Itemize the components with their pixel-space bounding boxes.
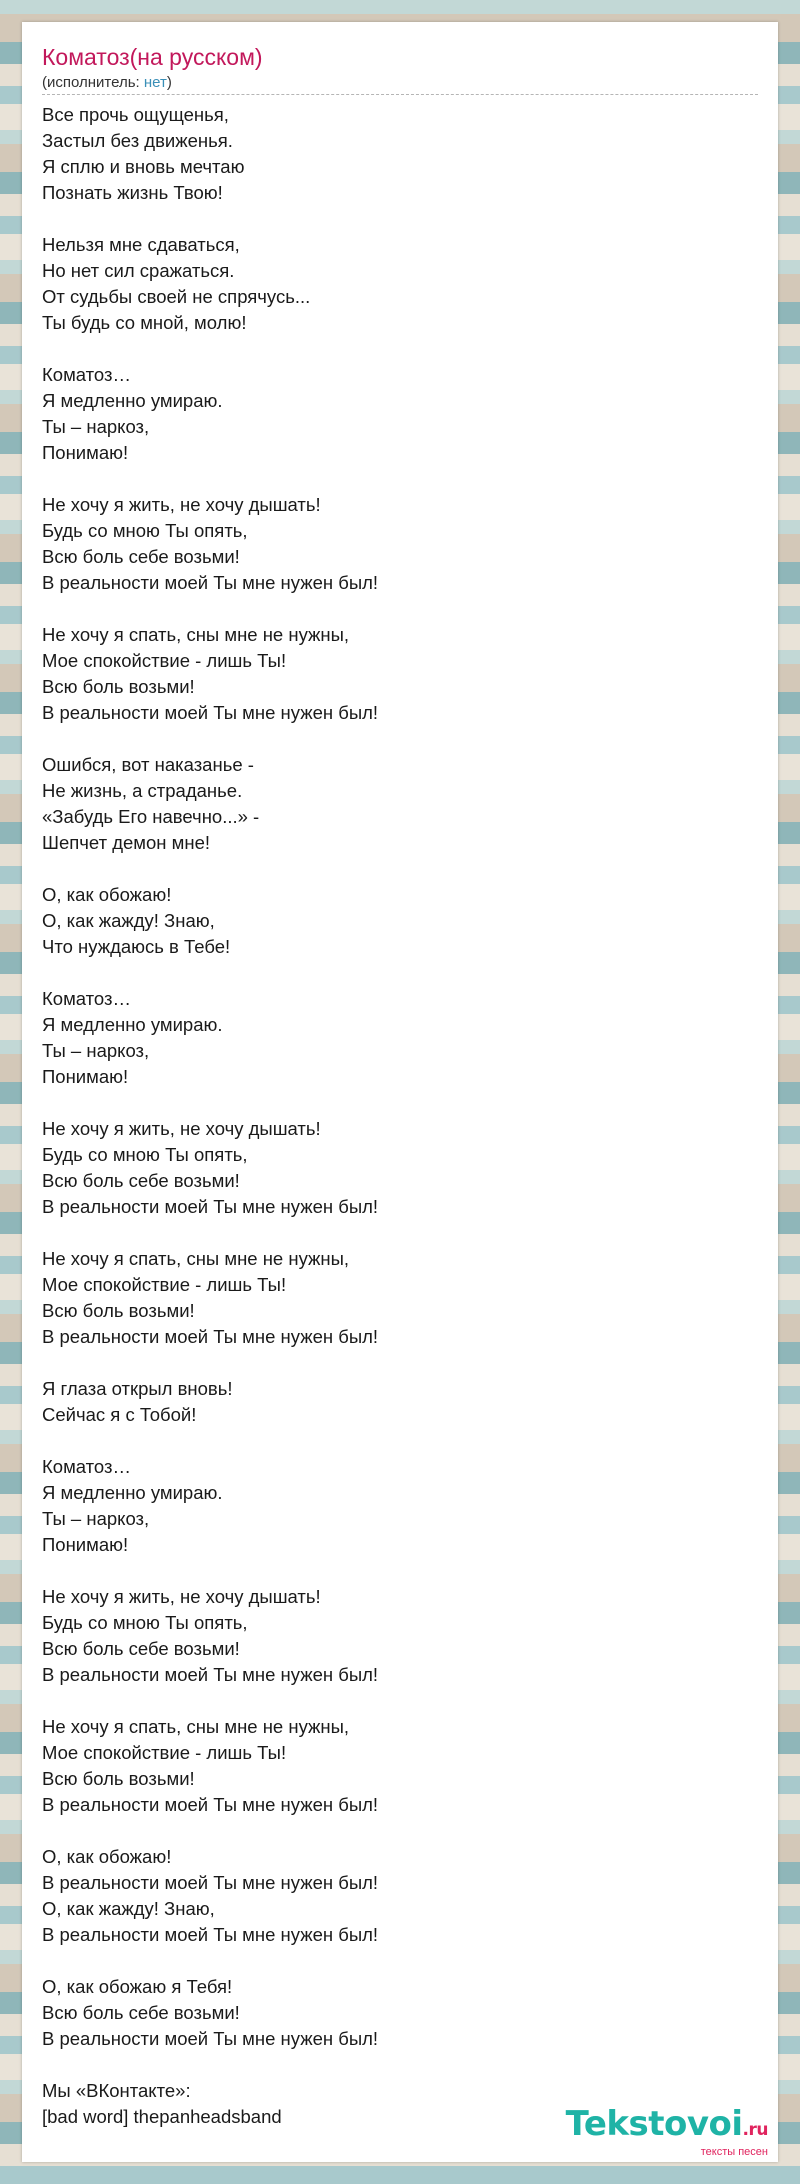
lyric-line: Всю боль себе возьми! (42, 1638, 240, 1659)
lyric-line: В реальности моей Ты мне нужен был! (42, 1924, 379, 1945)
lyric-line: О, как обожаю я Тебя! (42, 1976, 233, 1997)
lyric-line: [bad word] thepanheadsband (42, 2106, 282, 2127)
lyrics-stanza (42, 986, 378, 1090)
lyric-line: Не хочу я спать, сны мне не нужны, (42, 624, 350, 645)
lyric-line: Мое спокойствие - лишь Ты! (42, 1742, 287, 1763)
lyric-line: В реальности моей Ты мне нужен был! (42, 702, 379, 723)
lyric-line: В реальности моей Ты мне нужен был! (42, 1872, 379, 1893)
lyric-line: В реальности моей Ты мне нужен был! (42, 2028, 379, 2049)
lyric-line: Не хочу я жить, не хочу дышать! (42, 1118, 321, 1139)
lyrics-stanza (42, 1116, 378, 1220)
lyric-line: О, как обожаю! (42, 884, 172, 905)
lyric-line: Шепчет демон мне! (42, 832, 210, 853)
lyric-line: От судьбы своей не спрячусь... (42, 286, 311, 307)
site-logo[interactable] (566, 2106, 768, 2158)
lyric-line: Сейчас я с Тобой! (42, 1404, 197, 1425)
lyrics-stanza (42, 492, 378, 596)
lyrics-stanza (42, 1584, 378, 1688)
lyrics-stanza (42, 232, 378, 336)
lyric-line: Что нуждаюсь в Тебе! (42, 936, 231, 957)
lyrics-stanza (42, 1246, 378, 1350)
lyric-line: Всю боль возьми! (42, 1768, 195, 1789)
lyric-line: Я сплю и вновь мечтаю (42, 156, 245, 177)
lyric-line: Всю боль возьми! (42, 676, 195, 697)
lyric-line: В реальности моей Ты мне нужен был! (42, 572, 379, 593)
logo-wordmark (566, 2106, 768, 2148)
lyric-line: В реальности моей Ты мне нужен был! (42, 1196, 379, 1217)
lyric-line: Не хочу я спать, сны мне не нужны, (42, 1716, 350, 1737)
artist-prefix: (исполнитель: (42, 74, 144, 91)
lyric-line: Всю боль себе возьми! (42, 546, 240, 567)
lyric-line: «Забудь Его навечно...» - (42, 806, 260, 827)
lyric-line: Будь со мною Ты опять, (42, 1144, 248, 1165)
lyrics-stanza (42, 622, 378, 726)
lyric-line: О, как жажду! Знаю, (42, 910, 215, 931)
lyric-line: Ошибся, вот наказанье - (42, 754, 254, 775)
lyric-line: Я глаза открыл вновь! (42, 1378, 233, 1399)
lyric-line: Коматоз… (42, 364, 131, 385)
lyric-line: Коматоз… (42, 988, 131, 1009)
artist-link[interactable]: нет (143, 74, 167, 91)
lyric-line: В реальности моей Ты мне нужен был! (42, 1664, 379, 1685)
lyric-line: Не жизнь, а страданье. (42, 780, 243, 801)
lyrics-stanza (42, 752, 378, 856)
lyric-line: Понимаю! (42, 1066, 129, 1087)
lyrics-stanza (42, 1376, 378, 1428)
lyric-line: Понимаю! (42, 442, 129, 463)
lyric-line: Нельзя мне сдаваться, (42, 234, 240, 255)
lyric-line: Коматоз… (42, 1456, 131, 1477)
lyric-line: Не хочу я жить, не хочу дышать! (42, 494, 321, 515)
logo-tagline: тексты песен (700, 2146, 768, 2158)
lyric-line: Понимаю! (42, 1534, 129, 1555)
lyric-line: Не хочу я спать, сны мне не нужны, (42, 1248, 350, 1269)
lyric-line: Застыл без движенья. (42, 130, 233, 151)
lyrics-stanza (42, 882, 378, 960)
lyric-line: Ты – наркоз, (42, 416, 150, 437)
lyrics-card (22, 22, 778, 2162)
lyric-line: Не хочу я жить, не хочу дышать! (42, 1586, 321, 1607)
lyric-line: Будь со мною Ты опять, (42, 520, 248, 541)
logo-text: Tekstovoi (565, 2104, 743, 2144)
lyric-line: О, как жажду! Знаю, (42, 1898, 215, 1919)
lyrics-stanza (42, 1844, 378, 1948)
lyric-line: Познать жизнь Твою! (42, 182, 223, 203)
lyric-line: Ты – наркоз, (42, 1508, 150, 1529)
lyric-line: В реальности моей Ты мне нужен был! (42, 1326, 379, 1347)
lyrics-stanza (42, 1974, 378, 2052)
lyric-line: Всю боль возьми! (42, 1300, 195, 1321)
lyric-line: Я медленно умираю. (42, 390, 223, 411)
lyric-line: Мы «ВКонтакте»: (42, 2080, 191, 2101)
lyric-line: Будь со мною Ты опять, (42, 1612, 248, 1633)
lyrics-stanza (42, 1714, 378, 1818)
song-title: Коматоз(на русском) (42, 44, 263, 70)
artist-suffix: ) (166, 74, 172, 91)
lyric-line: Мое спокойствие - лишь Ты! (42, 1274, 287, 1295)
lyrics-stanza (42, 102, 378, 206)
lyric-line: Мое спокойствие - лишь Ты! (42, 650, 287, 671)
lyrics-stanza (42, 362, 378, 466)
lyrics-stanza (42, 1454, 378, 1558)
lyric-line: Ты будь со мной, молю! (42, 312, 247, 333)
lyric-line: Все прочь ощущенья, (42, 104, 229, 125)
lyric-line: Ты – наркоз, (42, 1040, 150, 1061)
lyric-line: Всю боль себе возьми! (42, 2002, 240, 2023)
lyrics-stanza (42, 2078, 378, 2130)
lyric-line: Я медленно умираю. (42, 1014, 223, 1035)
lyric-line: В реальности моей Ты мне нужен был! (42, 1794, 379, 1815)
lyric-line: Но нет сил сражаться. (42, 260, 235, 281)
lyric-line: Я медленно умираю. (42, 1482, 223, 1503)
logo-domain-suffix: .ru (742, 2120, 768, 2140)
lyric-line: О, как обожаю! (42, 1846, 172, 1867)
artist-line (42, 73, 758, 95)
lyric-line: Всю боль себе возьми! (42, 1170, 240, 1191)
lyrics-body (42, 102, 378, 2130)
